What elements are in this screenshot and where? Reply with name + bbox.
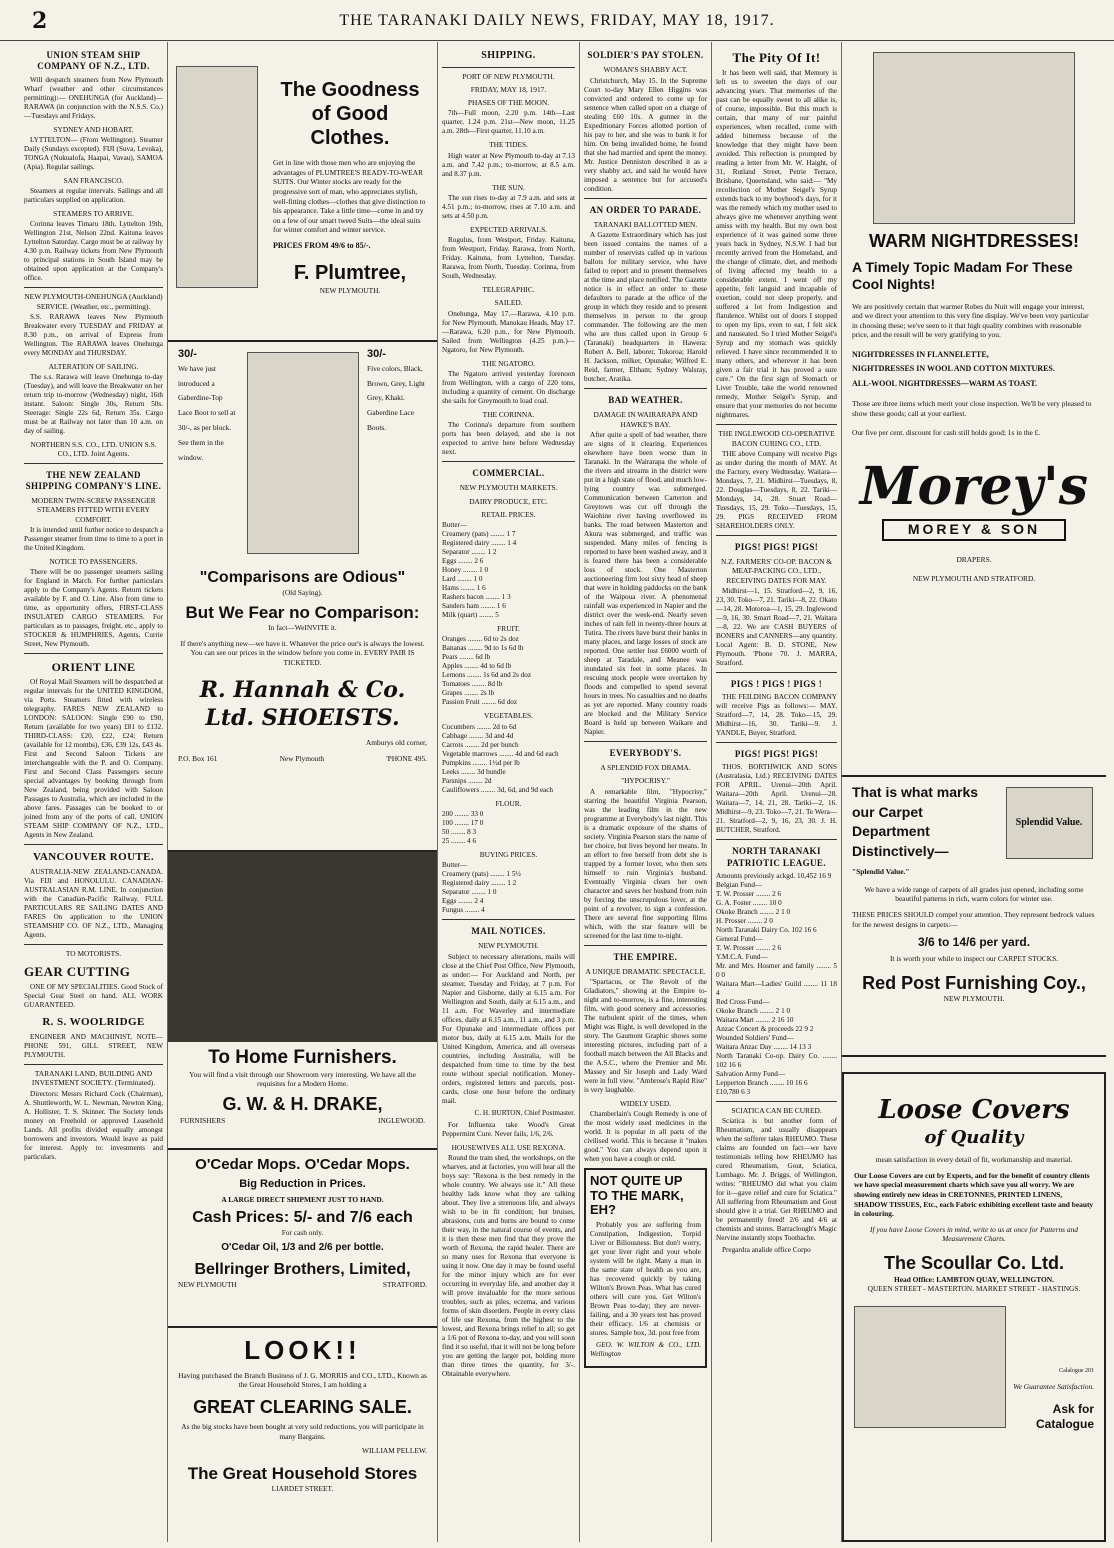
- goodness-prices: PRICES FROM 49/6 to 85/-.: [273, 241, 371, 250]
- gear-title: GEAR CUTTING: [24, 964, 131, 979]
- list-row: North Taranaki Co-op. Dairy Co. ........ 102 16 6: [716, 1051, 837, 1069]
- list-row: Sanders ham ........ 1 6: [442, 602, 506, 610]
- hannah-shoe-ad: [168, 342, 437, 852]
- hypocrisy-heading: "HYPOCRISY.": [621, 776, 670, 786]
- tides-heading: THE TIDES.: [489, 140, 528, 150]
- goodness-title: The Goodness of Good Clothes.: [280, 79, 420, 149]
- bellringer-ocedar-ad: [168, 1150, 437, 1328]
- list-row: Oranges ........ 6d to 2s doz: [442, 635, 519, 644]
- sun-heading: THE SUN.: [492, 182, 525, 192]
- ngatoro-heading: THE NGATORO.: [481, 358, 536, 368]
- flannelette-line: NIGHTDRESSES IN FLANNELETTE,: [852, 350, 989, 359]
- list-row: Parsnips ........ 2d: [442, 776, 492, 785]
- list-row: Vegetable marrows ........ 4d and 6d each: [442, 749, 559, 758]
- list-row: Y.M.C.A. Fund—: [716, 952, 768, 961]
- carpet-rolls-illustration: [1006, 787, 1093, 859]
- list-row: Carrots ........ 2d per bunch: [442, 740, 519, 749]
- list-row: H. Prosser ........ 2 0: [716, 916, 773, 925]
- shipping-heading: SHIPPING.: [481, 50, 536, 61]
- list-row: G. A. Foster ........ 10 0: [716, 898, 782, 907]
- pigs-heading-1: PIGS! PIGS! PIGS!: [734, 541, 819, 552]
- woman-heading: WOMAN'S SHABBY ACT.: [603, 65, 688, 75]
- great-household-stores-ad: [168, 1328, 437, 1542]
- list-row: Wounded Soldiers' Fund—: [716, 1033, 794, 1042]
- list-row: Hams ........ 1 6: [442, 584, 486, 592]
- rexona-text: Round the tram shed, the workshops, on the wharves, and at factories, you will hear all the boys say: "Rexona is the best remedy in the whole country. We always use it." All these healthy lads know what they are talking about. They live a strenuous life, and always wish to be in fit condition; but bruises, abrasions, cuts and burns are bound to come their way, in the natural course of events, and it is then these men find that they prove the worth of Rexona, the rapid healer. There are so many uses for Rexona that everyone is using it now. One day it may be found useful for the minor injury which are for ever occurring in everyday life, and another day it will prove invaluable for the more serious troubles, such as piles, eczema, and various forms of skin disorders. People in every class of life use Rexona, from the highest to the lowest, and Rexona brings relief to all; so get a 1/6 pot of Rexona to-day, and you will soon find it so useful, that it will not be long before you are getting the larger pot, holding more than three times the quantity, for 3/-. Obtainable everywhere.: [442, 1153, 575, 1378]
- hannah-box: P.O. Box 161: [178, 754, 218, 763]
- feilding-text: THE FEILDING BACON COMPANY will receive Pigs as follows:— MAY. Stratford—7, 14, 28. Toko—15, 29. Midhirst—16, 30. Tariki—9. J. YANDLE, Buyer, Stratford.: [716, 693, 837, 737]
- hannah-phone: 'PHONE 495.: [386, 754, 427, 763]
- boot-price-left: 30/-: [178, 348, 197, 360]
- list-row: Waitara Anzac Day ........ 14 13 3: [716, 1042, 812, 1051]
- inglewood-heading: THE INGLEWOOD CO-OPERATIVE BACON CURING CO., LTD.: [718, 429, 835, 448]
- ocedar-oil: O'Cedar Oil, 1/3 and 2/6 per bottle.: [221, 1241, 384, 1253]
- list-row: Salvation Army Fund—: [716, 1069, 786, 1078]
- plumtree-location: NEW PLYMOUTH.: [319, 286, 381, 296]
- balloted-heading: TARANAKI BALLOTTED MEN.: [593, 219, 698, 229]
- list-row: Anzac Concert & proceeds 22 9 2: [716, 1024, 814, 1033]
- sydney-heading: SYDNEY AND HOBART.: [53, 124, 134, 134]
- list-row: North Taranaki Dairy Co. 102 16 6: [716, 925, 817, 934]
- moreys-logo: Morey's: [859, 456, 1089, 518]
- nz-farmers-text: Midhirst—1, 15. Stratford—2, 9, 16, 23, 30. Toko—7, 21. Tariki—8, 22. Okato—14, 28. Motoroa—1, 15, 29. Inglewood—9, 16, 30. Smart Road—7, 21. Waitara—8, 22. We are CASH BUYERS of BONERS and CANNERS—any quantity. Local Agent: B. D. STONE, New Plymouth. 'Phone 70. J. MARRA, Stratford.: [716, 586, 837, 667]
- redpost-name: Red Post Furnishing Coy.,: [862, 972, 1086, 993]
- fox-heading: A SPLENDID FOX DRAMA.: [600, 763, 691, 772]
- list-row: Bananas ........ 9d to 1s 6d lb: [442, 644, 524, 653]
- page-number: 2: [32, 8, 48, 34]
- inglewood-text: THE above Company will receive Pigs as under during the month of MAY. At the Factory, every Wednesday. Waitara—Mondays, 7, 21. Midhirst—Tuesdays, 8, 22. Douglas—Tuesdays, 8, 22. Tariki—Mondays, 14, 28. Stuart Road—Tuesdays, 15, 29. Toko—Tuesdays, 15, 29. PIGS RECEIVED FROM SHAREHOLDERS ONLY.: [716, 449, 837, 530]
- list-row: Honey ........ 1 0: [442, 566, 489, 574]
- drake-furnishers-ad: [168, 852, 437, 1150]
- nz-farmers-heading: N.Z. FARMERS' CO-OP. BACON & MEAT-PACKING CO., LTD., RECEIVING DATES FOR MAY.: [720, 557, 833, 585]
- vancouver-text: AUSTRALIA-NEW ZEALAND-CANADA. Via FIJI and HONOLULU. CANADIAN-AUSTRALASIAN R.M. LINE. In conjunction with the Canadian-Pacific Railway. FULL PARTICULARS RE SAILING DATES AND FARES On application to the UNION STEAMSHIP CO. OF N.Z., LTD., Managing Agents.: [24, 867, 163, 939]
- furnishers-text: You will find a visit through our Showroom very interesting. We have all the requisites for a Modern Home.: [189, 1069, 416, 1089]
- scoullar-head-office: Head Office: LAMBTON QUAY, WELLINGTON.: [893, 1274, 1054, 1284]
- ad-number: Calalogue 201: [1059, 1368, 1094, 1375]
- clearing-text: As the big stocks have been bought at very sold reductions, you will participate in many Bargains.: [181, 1422, 424, 1441]
- list-row: Butter—: [442, 861, 468, 869]
- widely-heading: WIDELY USED.: [619, 1099, 672, 1108]
- divider: [716, 1101, 837, 1102]
- stores-street: LIARDET STREET.: [271, 1484, 334, 1494]
- balloted-text: A Gazette Extraordinary which has just been issued contains the names of a number of reservists called up in various ballots for military service, who have failed to report and to present themselves at the time and place notified. The Gazette notice is in effect an order to these defaulters to parade at the office of the group in which they reside and to present themselves in person to the group commander. The following are the men who are thus called upon in Group 6 (Taranaki) headquarters in Hawera: Robert A. Bell, laborer, Tokoroa; Harold H. Jackson, milker, Opunake; Wilfred E. Reid, farmer, Eltham; Sydney Walsray, butcher, Aratika.: [584, 231, 707, 383]
- telegraphic-heading: TELEGRAPHIC.: [482, 285, 535, 294]
- divider: [716, 839, 837, 840]
- loose-cut-text: Our Loose Covers are cut by Experts, and for the benefit of country clients we have special measurement charts which save you all worry. We are showing entirely new ideas in CRETONNES, PRINTED LINENS, SHADOW TISSUES, Etc., each Fabric exhibiting excellent taste and beauty in colouring.: [854, 1170, 1094, 1219]
- divider: [716, 742, 837, 743]
- list-row: 200 ........ 33 0: [442, 809, 484, 818]
- column-display-ads: [168, 42, 438, 1542]
- weather-heading: BAD WEATHER.: [608, 395, 683, 405]
- cash-prices: Cash Prices: 5/- and 7/6 each: [192, 1209, 413, 1227]
- sanfran-text: Steamers at regular intervals. Sailings and all particulars supplied on application.: [24, 187, 163, 204]
- sciatica-text: Sciatica is but another form of Rheumatism, and usually disappears when the sufferer takes RHEUMO. These claims are founded on fact—we have testimonials telling how RHEUMO has cured Rheumatism, Gout, Sciatica, Lumbago. Mr. J. Briggs, of Wellington, writes: "RHEUMO did what you claim for it—gave relief and cure for Sciatica." All suffering from Rheumatism and Gout should give it a trial. Get RHEUMO and be permanently freed! 2/6 and 4/6 at chemists and stores. Barraclough's Magic Nervine instantly stops Toothache.: [716, 1117, 837, 1242]
- corinna-text: The Corinna's departure from southern ports has been delayed, and she is not expected to arrive here before Wednesday next.: [442, 421, 575, 456]
- furniture-showroom-illustration: [168, 852, 437, 1042]
- divider: [716, 424, 837, 425]
- carpet-text-2: THESE PRICES SHOULD compel your attention. They represent bedrock values for the newest designs in carpets:—: [852, 909, 1095, 929]
- scoullar-name: The Scoullar Co. Ltd.: [883, 1253, 1064, 1273]
- ocedar-reduction: Big Reduction in Prices.: [239, 1177, 366, 1190]
- rexona-heading: HOUSEWIVES ALL USE REXONA.: [451, 1142, 566, 1152]
- drake-town: INGLEWOOD.: [378, 1115, 425, 1125]
- woods-ad: For Influenza take Wood's Great Peppermint Cure. Never fails, 1/6, 2/6.: [442, 1120, 575, 1138]
- notquite-headline: NOT QUITE UP TO THE MARK, EH?: [590, 1173, 684, 1217]
- drake-sub: FURNISHERS: [180, 1115, 226, 1125]
- buying-price-list: [442, 861, 575, 915]
- scoullar-ad: [842, 1072, 1106, 1542]
- list-row: Lemons ........ 1s 6d and 2s doz: [442, 671, 532, 680]
- list-row: Waitara Mart—Ladies' Guild ........ 11 18 4: [716, 979, 837, 997]
- timely-headline: A Timely Topic Madam For These Cool Nights!: [852, 258, 1073, 292]
- patriotic-heading: NORTH TARANAKI PATRIOTIC LEAGUE.: [727, 846, 826, 868]
- sanfran-heading: SAN FRANCISCO.: [63, 175, 124, 185]
- comparisons-headline: "Comparisons are Odious": [199, 569, 406, 586]
- patriotic-fund-list: [716, 872, 837, 1097]
- list-row: Tomatoes ........ 8d lb: [442, 680, 503, 689]
- carpet-worth: It is worth your while to inspect our CARPET STOCKS.: [889, 954, 1059, 964]
- stores-name: The Great Household Stores: [187, 1464, 418, 1484]
- alteration-text: The s.s. Rarawa will leave Onehunga to-day (Tuesday), and will leave the Breakwater on her return trip to-morrow (Wednesday) night, 16th instant. Saloon: Single 30s, Return 50s. Steerage: Single 22s 6d, Return 35s. Cargo must be at Railway not later than 10 a.m. on day of sailing.: [24, 373, 163, 435]
- northern-agents: NORTHERN S.S. CO., LTD. UNION S.S. CO., LTD. Joint Agents.: [30, 440, 157, 459]
- redpost-location: NEW PLYMOUTH.: [943, 994, 1005, 1004]
- corinna-heading: THE CORINNA.: [482, 409, 535, 419]
- nzship-title: THE NEW ZEALAND SHIPPING COMPANY'S LINE.: [25, 469, 162, 491]
- sciatica-footer: Pregardra analide office Corpo: [722, 1246, 811, 1254]
- warm-text: We are positively certain that warmer Robes du Nuit will engage your interest, and we direct your attention to this very fine display. We've been very particular in choosing these; we've seen to it that high quality combines with reasonable price, and the result will be very gratifying to you.: [852, 301, 1089, 340]
- list-row: Pears ........ 6d lb: [442, 653, 491, 662]
- everybody-heading: EVERYBODY'S.: [609, 747, 682, 758]
- list-row: Butter—: [442, 521, 468, 529]
- moreys-ad: [842, 42, 1106, 777]
- list-row: Mr. and Mrs. Hosmer and family ........ 5 0 0: [716, 961, 837, 979]
- pity-heading: The Pity Of It!: [732, 50, 821, 65]
- hannah-town: New Plymouth: [279, 754, 325, 763]
- parade-heading: AN ORDER TO PARADE.: [589, 204, 702, 215]
- retail-price-list: [442, 521, 575, 620]
- widely-text: Chamberlain's Cough Remedy is one of the most widely used medicines in the world. It is popular in all parts of the civilised world. This is because it "makes good." You can always depend upon it when you have a cough or cold.: [584, 1110, 707, 1164]
- splendid-quote: "Splendid Value.": [852, 867, 910, 876]
- old-saying: (Old Saying).: [282, 588, 323, 597]
- divider: [24, 1064, 163, 1065]
- discount-text: Our five per cent. discount for cash still holds good; 1s in the £.: [852, 428, 1041, 438]
- buying-heading: BUYING PRICES.: [479, 849, 538, 859]
- allwool-line: ALL-WOOL NIGHTDRESSES—WARM AS TOAST.: [852, 378, 1037, 388]
- fruit-heading: FRUIT.: [497, 624, 520, 633]
- list-row: Waitara Mart ........ 2 16 10: [716, 1015, 794, 1024]
- list-row: Pumpkins ........ 1½d per lb: [442, 758, 520, 767]
- burton-signature: C. H. BURTON, Chief Postmaster.: [474, 1108, 575, 1117]
- list-row: Eggs ........ 2 4: [442, 897, 484, 905]
- newspaper-columns: [20, 42, 1106, 1542]
- ocedar-headline: O'Cedar Mops. O'Cedar Mops.: [195, 1156, 410, 1173]
- union-text: Will despatch steamers from New Plymouth Wharf (weather and other circumstances permitting):— ONEHUNGA (for Auckland)— RARAWA (in conjunction with the N.S.S. Co.)—Tuesdays and Fridays.: [24, 75, 163, 120]
- divider: [24, 287, 163, 288]
- arrive-heading: STEAMERS TO ARRIVE.: [53, 209, 134, 218]
- mail-heading: MAIL NOTICES.: [471, 926, 546, 936]
- dairy-heading: DAIRY PRODUCE, ETC.: [469, 496, 548, 506]
- list-row: Okoke Branch ........ 2 1 0: [716, 1006, 791, 1015]
- plumtree-name: F. Plumtree,: [293, 262, 407, 285]
- list-row: Okoke Branch ........ 2 1 0: [716, 907, 791, 916]
- list-row: Lepperton Branch ........ 10 16 6: [716, 1078, 808, 1087]
- wilton-name: GEO. W. WILTON & CO., LTD. Wellington: [590, 1341, 701, 1359]
- spectacle-text: "Spartacus, or The Revolt of the Gladiators," showing at the Empire to-night and to-morrow, is a fine, interesting film, with good scenery and accessories. The turbulent spirit of the times, when Might was Right, is well developed in the story. The Gaumont Graphic shows some interesting pictures, including part of a football match between the All Blacks and the A.S.C., where the Premier and Mr. Massey and Sir Joseph and Lady Ward were in full view. "Ambrose's Rapid Rise" is very laughable.: [584, 978, 707, 1094]
- list-row: Leeks ........ 3d bundle: [442, 767, 506, 776]
- pity-text: It has been well said, that Memory is left us to sweeten the days of our advancing years. That memories of the past can be equally sweet to all alike is, of course, impossible. But this much is certain, that many of our painful experiences, when recalled, come with added bitterness because of the knowledge that they might have been avoided. This reflection is prompted by reading a letter from Mr. W. Haight, of 31, Rutland Street, Petrie Terrace, Brisbane, Queensland, who said:— "My recollection of Mother Seigel's Syrup extends back to my boyhood's days, for it was the remedy which my mother used to always give me whenever anything went amiss with my health. But my own best experience of it was gained some three years back in Sydney, N.S.W. I had but recently arrived from the Homeland, and the change of climate, diet, and methods of living affected my health to a considerable extent. I went off my appetite, felt languid and incapable of exertion, could not sleep properly, and suffered a lot from Indigestion and flatulence. Whilst out of doors I stopped to open my lips, even to eat, I felt sick and nauseated. So I tried Mother Seigel's Syrup and my stomach was quickly relieved. I have since recommended it to many others, and wherever it has been given a fair trial it has proved a sure cure." On the first sign of Stomach or Liver Trouble, take the world renowned remedy, Mother Seigel's Syrup, and ensure that your memories do not become nightmares.: [716, 69, 837, 420]
- alteration-heading: ALTERATION OF SAILING.: [48, 361, 139, 371]
- date-line: FRIDAY, MAY 18, 1917.: [470, 84, 547, 94]
- port-heading: PORT OF NEW PLYMOUTH.: [462, 71, 555, 81]
- list-row: Lard ........ 1 0: [442, 575, 483, 583]
- look-headline: LOOK!!: [244, 1335, 361, 1365]
- list-row: Creamery (pats) ........ 1 5½: [442, 870, 521, 878]
- armchair-illustration: [854, 1306, 1006, 1428]
- expected-heading: EXPECTED ARRIVALS.: [469, 224, 548, 234]
- commercial-heading: COMMERCIAL.: [472, 468, 545, 478]
- list-row: Creamery (pats) ........ 1 7: [442, 530, 516, 538]
- women-illustration: [873, 52, 1075, 224]
- list-row: Eggs ........ 2 6: [442, 557, 484, 565]
- taranaki-society-heading: TARANAKI LAND, BUILDING AND INVESTMENT SOCIETY. (Terminated).: [31, 1069, 156, 1088]
- carpet-price: 3/6 to 14/6 per yard.: [917, 935, 1031, 950]
- column-shipping-notices: [20, 42, 168, 1542]
- lace-boot-illustration: [247, 352, 359, 554]
- onehunga-text: S.S. RARAWA leaves New Plymouth Breakwater every TUESDAY and FRIDAY at 8.30 p.m., on arrival of Express from Wellington. The RARAWA leaves Onehunga every MONDAY and THURSDAY.: [24, 312, 163, 357]
- onehunga-heading: NEW PLYMOUTH-ONEHUNGA (Auckland) SERVICE. (Weather, etc., permitting).: [24, 292, 163, 311]
- list-row: 50 ........ 8 3: [442, 827, 477, 836]
- mail-text: Subject to necessary alterations, mails will close at the Chief Post Office, New Plymouth, as under:— For Auckland and North, per steamer, Tuesday and Friday, at 7 p.m. For Napier and Gisborne, daily at 6.15 a.m. For Wellington and South, daily at 6.15 a.m., and 11 a.m. For Waverley and intermediate offices, daily at 6.15 a.m., 11 a.m., and 3 p.m. For Opunake and intermediate offices per motor bus, daily at 6.15 a.m. Mails for the United Kingdom, America, and all overseas countries, including Australia, will be despatched from time to time by the best route without special notification. Money-orders, registered letters and parcels, post-cards, close one hour before the ordinary mail.: [442, 952, 576, 1105]
- soldier-heading: SOLDIER'S PAY STOLEN.: [587, 50, 704, 60]
- loose-headline: Loose Covers: [878, 1095, 1070, 1125]
- divider: [24, 463, 163, 464]
- borthwick-text: THOS. BORTHWICK AND SONS (Australasia, Ltd.) RECEIVING DATES FOR APRIL. Urenui—20th April. Waitara—20th April. Urenui—28. Waitara—7, 14, 21, 28. Tariki—2, 16. Midhirst—9, 23. Toko—7, 21. Te Wera—21. Stratford—2, 9, 16, 23, 30. J. H. BUTCHER, Stratford.: [716, 763, 837, 835]
- woman-text: Christchurch, May 15. In the Supreme Court to-day Mary Ellen Higgins was convicted and ordered to come up for sentence when called upon on a charge of stealing £60 10s. A gunner in the Expeditionary Forces allotted portion of his pay to her, and she was to bank it for him. On being invalided home, he found that she had married and spent the money. Mr. Justice Denniston described it as a very shabby act, and said he would have imposed a sentence but for accused's condition.: [584, 76, 707, 193]
- list-row: General Fund—: [716, 934, 763, 943]
- three-items-text: Those are three items which merit your close inspection. We'll be very pleased to show these goods; call at your earliest.: [852, 399, 1092, 418]
- red-post-ad: [842, 777, 1106, 1057]
- divider: [442, 461, 575, 462]
- vegetable-price-list: [442, 723, 575, 795]
- column-notices: [712, 42, 842, 1542]
- list-row: Cauliflowers ........ 3d, 6d, and 9d each: [442, 785, 553, 794]
- damage-text: After quite a spell of bad weather, there are signs of it clearing. Experiences elsewhere have been worse than in Taranaki. In the Wairarapa the whole of the rivers and streams in the district were put in a high state of flood, and much low-lying country was submerged. Communication between Carterton and Greytown was cut off through the Waiohine river having overflowed its banks. The road between Masterton and Akura was submerged, and traffic was suspended. Many miles of fencing is reported to have been washed away, and it is feared there has been a considerable loss of stock. One Masterton auctioneering firm lost sixty head of sheep that were in holding paddocks on the bank of the Waipoua river. A phenomenal rainfall was experienced in Napier and the district over the week-end. Nearly seven inches of rain fell in twenty-three hours at Tutira. The rivers have burst their banks in many places, and large losses of stock are reported. One settler lost £6000 worth of sheep at Taradale, and Meanee was inundated six feet in some places. In rescuing stock people were overtaken by floods and compelled to spend several hours in trees. No casualties and no deaths as yet are reported. Many country roads are blocked and the Military Service Board is held up between Waikare and Napier.: [584, 430, 707, 736]
- boot-text-left: We have just introduced a Gaberdine-Top Lace Boot to sell at 30/-, as per block. See them in the window.: [178, 363, 236, 462]
- hannah-corner: Amburys old corner,: [365, 738, 427, 748]
- sailed-text: Onehunga, May 17.—Rarawa, 4.10 p.m. for New Plymouth. Manukau Heads, May 17.—Rarawa, 6.20 p.m., for New Plymouth. Sailed from Wellington (4.25 p.m.)—Ngatoro, for New Plymouth.: [442, 309, 575, 354]
- motorists-heading: TO MOTORISTS.: [65, 948, 122, 958]
- fruit-price-list: [442, 635, 575, 707]
- column-news: [580, 42, 712, 1542]
- man-in-suit-illustration: [176, 66, 258, 288]
- divider: [716, 535, 837, 536]
- notquite-text: Probably you are suffering from Constipation, Indigestion, Torpid Liver or Biliousness. But don't worry, get your liver right and your whole system will be right. Many a man in the same state of health as you are, has recovered quickly by taking Wilton's Brown Peas. What has cured others will cure you. Get Wilton's Brown Peas to-day; they are never-failing, and a 30 years test has proved their efficacy. 1/6 at chemists or stores. Sample box, 3d. post free from: [590, 1221, 701, 1338]
- vancouver-title: VANCOUVER ROUTE.: [32, 851, 155, 863]
- fear-headline: But We Fear no Comparison:: [185, 602, 420, 622]
- wilton-ad: [584, 1168, 707, 1368]
- quality-headline: of Quality: [924, 1126, 1024, 1148]
- ngatoro-text: The Ngatoro arrived yesterday forenoon from Wellington, with a cargo of 220 tons, including a quantity of cement. On discharge she sails for Greymouth to load coal.: [442, 369, 575, 405]
- taranaki-society-text: Directors: Messrs Richard Cock (Chairman), A. Shuttleworth, W. L. Newman, Newton King, A. Hollister, T. S. Skinner. The Society lends money on Freehold or approved Leasehold Lands. All profits divided equally amongst borrowers and investors. Would leave as paid for interest. Apply to: investments and particulars.: [24, 1089, 163, 1161]
- notice-heading: NOTICE TO PASSENGERS.: [49, 556, 138, 566]
- sailed-heading: SAILED.: [494, 298, 523, 308]
- arrive-text: Corinna leaves Timaru 18th, Lyttelton 19th, Wellington 21st, Nelson 22nd. Kaituna leaves Lyttelton Saturday. Cargo must be at railway by 4.30 p.m. Railway tickets from New Plymouth to principal stations in South Island may be obtained upon application at the Company's office.: [24, 220, 163, 283]
- woolridge-name: R. S. WOOLRIDGE: [42, 1016, 145, 1029]
- pigs-heading-2: PIGS ! PIGS ! PIGS !: [730, 678, 823, 689]
- loose-text: mean satisfaction in every detail of fit, workmanship and material.: [875, 1155, 1073, 1164]
- pellew-name: WILLIAM PELLEW.: [362, 1445, 427, 1455]
- bellringer-name: Bellringer Brothers, Limited,: [194, 1261, 411, 1279]
- list-row: Separator ........ 1 0: [442, 888, 497, 896]
- nzship-sub: MODERN TWIN-SCREW PASSENGER STEAMERS FITTED WITH EVERY COMFORT.: [31, 496, 156, 524]
- warm-headline: WARM NIGHTDRESSES!: [868, 231, 1079, 251]
- flour-price-list: [442, 810, 575, 846]
- list-row: 25 ........ 4 6: [442, 836, 477, 845]
- flour-heading: FLOUR.: [495, 798, 522, 808]
- list-row: Milk (quart) ........ 5: [442, 611, 499, 619]
- divider: [716, 672, 837, 673]
- list-row: Separator ........ 1 2: [442, 548, 497, 556]
- clearing-sale: GREAT CLEARING SALE.: [193, 1396, 412, 1417]
- expected-text: Rogulus, from Westport, Friday. Kaituna, from Westport, Friday. Rarawa, from North, Friday. Kaituna, from Lyttelton, Tuesday. Rarawa, from North, Tuesday. Corinna, from South, Wednesday.: [442, 236, 575, 280]
- splendid-value-stamp: Splendid Value.: [1015, 816, 1083, 828]
- drapers-location: NEW PLYMOUTH AND STRATFORD.: [912, 574, 1036, 584]
- tides-text: High water at New Plymouth to-day at 7.13 a.m. and 7.42 p.m.; to-morrow, at 8.5 a.m. and 8.37 p.m.: [442, 151, 575, 178]
- fear-text: If there's anything new—we have it. Whatever the price our's is always the lowest. You can see our prices in the window before you come in. EVERY PAIR IS TICKETED.: [180, 638, 425, 667]
- boot-text-right: Five colors, Black, Brown, Grey, Light Grey, Khaki. Gaberdine Lace Boots.: [367, 363, 425, 432]
- divider: [584, 388, 707, 389]
- list-row: Cabbage ........ 3d and 4d: [442, 731, 514, 740]
- fox-text: A remarkable film, "Hypocrisy," starring the beautiful Virginia Pearson, was the leading film in the new programme at Everybody's last night. This is a dramatic exposure of the shams of society. Virginia Pearson stars the name of her choice, but lives beyond her means. In an effort to free herself from debt she is trapped by a former lover, who then sets himself to ruin Virginia's husband. Eventually Virginia clears her own character and saves her husband from ruin by forcing the unscrupulous lover, at the point of a revolver, to sign a confession. There are several fine supporting films which, with the star feature will be screened for the last time to-night.: [584, 787, 707, 940]
- ocedar-shipment: A LARGE DIRECT SHIPMENT JUST TO HAND.: [221, 1194, 384, 1204]
- loose-write-text: If you have Loose Covers in mind, write to us at once for Patterns and Measurement Charts.: [870, 1224, 1078, 1244]
- page-header: [0, 0, 1114, 41]
- notice-text: There will be no passenger steamers sailing for England in March. For further particulars apply to the Company's Agents. Return tickets available by F. and O. Line. Also from time to time, as opportunity offers, FIRST-CLASS INSULATED CARGO STEAMERS. For particulars as to passages, freight, etc., apply to STOCKER & HUMPHRIES, Agents, Currie Street, New Plymouth.: [24, 568, 163, 648]
- sun-text: The sun rises to-day at 7.9 a.m. and sets at 4.51 p.m.; to-morrow, rises at 7.10 a.m. and sets at 4.50 p.m.: [442, 193, 575, 220]
- look-text: Having purchased the Branch Business of J. G. MORRIS and CO., LTD., Known as the Great Household Stores, I am holding a: [178, 1370, 427, 1390]
- list-row: Amounts previously ackgd. 10,452 16 9: [716, 871, 832, 880]
- divider: [24, 944, 163, 945]
- divider: [24, 653, 163, 654]
- woolridge-text: ENGINEER AND MACHINIST, NOTE—PHONE 591, GILL STREET, NEW PLYMOUTH.: [24, 1033, 163, 1059]
- list-row: Registered dairy ........ 1 4: [442, 539, 517, 547]
- nzship-text: It is intended until further notice to despatch a Passenger steamer from time to time to a port in the United Kingdom.: [24, 525, 163, 552]
- masthead: THE TARANAKI DAILY NEWS, FRIDAY, MAY 18, 1917.: [339, 12, 775, 29]
- gear-text: ONE OF MY SPECIALITIES. Good Stock of Special Gear Steel on hand. ALL WORK GUARANTEED.: [24, 983, 163, 1010]
- moon-text: 7th—Full moon, 2.20 p.m. 14th—Last quarter, 1.24 p.m. 21st—New moon, 11.25 a.m. 28th—First quarter, 11.10 a.m.: [442, 109, 575, 136]
- boot-price-right: 30/-: [367, 348, 386, 360]
- divider: [584, 198, 707, 199]
- fear-sub: In fact—WeINVITE it.: [268, 622, 337, 632]
- drake-name: G. W. & H. DRAKE,: [222, 1094, 383, 1114]
- divider: [584, 741, 707, 742]
- goodness-text: Get in line with those men who are enjoying the advantages of PLUMTREE'S READY-TO-WEAR SUITS. Our Winter stocks are ready for the progressive sort of man, who appreciates stylish, well-fitting clothes—clothes that give distinction to his appearance. Take a little time—come in and try on a few of our smart tweed Suits—the ideal suits for winter comfort and winter service.: [273, 158, 426, 235]
- list-row: Cucumbers ........ 2d to 6d: [442, 722, 517, 731]
- damage-heading: DAMAGE IN WAIRARAPA AND HAWKE'S BAY.: [593, 410, 698, 429]
- carpet-headline: That is what marks our Carpet Department Distinctively—: [852, 784, 979, 859]
- list-row: Belgian Fund—: [716, 880, 763, 889]
- column-shipping-commercial: [438, 42, 580, 1542]
- list-row: Apples ........ 4d to 6d lb: [442, 662, 512, 671]
- list-row: 100 ........ 17 0: [442, 818, 484, 827]
- column-drapery-ads: [842, 42, 1106, 1542]
- orient-title: ORIENT LINE: [51, 660, 136, 674]
- spectacle-heading: A UNIQUE DRAMATIC SPECTACLE.: [585, 966, 706, 976]
- divider: [442, 67, 575, 68]
- list-row: Grapes ........ 2s lb: [442, 689, 495, 698]
- list-row: Fungus ........ 4: [442, 906, 485, 914]
- mail-location: NEW PLYMOUTH.: [478, 941, 539, 951]
- guarantee-text: We Guarantee Satisfaction.: [1013, 1382, 1094, 1392]
- carpet-text: We have a wide range of carpets of all grades just opened, including some beautiful patterns in rich, warm colors for winter use.: [864, 884, 1084, 904]
- list-row: T. W. Prosser ........ 2 6: [716, 889, 782, 898]
- list-row: Rashers bacon ........ 1 3: [442, 593, 511, 601]
- drapers: DRAPERS.: [956, 554, 992, 564]
- morey-son-banner: MOREY & SON: [882, 519, 1066, 541]
- vegetables-heading: VEGETABLES.: [484, 711, 533, 721]
- wool-line: NIGHTDRESSES IN WOOL AND COTTON MIXTURES.: [852, 364, 1055, 374]
- pigs-heading-3: PIGS! PIGS! PIGS!: [734, 749, 819, 759]
- plumtree-ad: [168, 42, 437, 342]
- list-row: £10,780 6 3: [716, 1087, 751, 1096]
- markets-heading: NEW PLYMOUTH MARKETS.: [459, 483, 558, 493]
- list-row: Red Cross Fund—: [716, 997, 770, 1006]
- list-row: Registered dairy ........ 1 2: [442, 879, 517, 887]
- divider: [24, 844, 163, 845]
- sciatica-heading: SCIATICA CAN BE CURED.: [731, 1105, 822, 1115]
- empire-heading: THE EMPIRE.: [613, 951, 678, 962]
- union-title: UNION STEAM SHIP COMPANY OF N.Z., LTD.: [37, 50, 150, 72]
- list-row: Passion Fruit ........ 6d doz: [442, 698, 518, 707]
- bellringer-left: NEW PLYMOUTH: [178, 1280, 237, 1290]
- divider: [442, 919, 575, 920]
- furnishers-headline: To Home Furnishers.: [208, 1047, 397, 1068]
- cash-only: For cash only.: [281, 1228, 324, 1238]
- divider: [584, 945, 707, 946]
- orient-text: Of Royal Mail Steamers will be despatched at regular intervals for the UNITED KINGDOM, via Ports. Steamers fitted with wireless telegraphy. FARES NEW ZEALAND to LONDON: SALOON: Single £90 to £90, Return (available for two years) £81 to £132. THIRD-CLASS: £20, £22, £24; Return (available for 12 months), £36, £39 12s, £43 4s. First and Second Saloon Tickets are interchangeable with the P. and O. Company. First and Second Class Passengers secure special advantages by booking through from New Zealand, being provided with Saloon Passages to Australia, which are included in the above fares. Passages can be booked to or joined from any of the ports of call. UNION STEAM SHIP COMPANY OF N.Z., LTD., Agents in New Zealand.: [24, 678, 163, 839]
- scoullar-branches: QUEEN STREET - MASTERTON. MARKET STREET - HASTINGS.: [867, 1284, 1081, 1294]
- retail-heading: RETAIL PRICES.: [481, 509, 536, 519]
- list-row: T. W. Prosser ........ 2 6: [716, 943, 782, 952]
- catalogue-link: Ask for Catalogue: [1035, 1401, 1094, 1431]
- hannah-logo-text: R. Hannah & Co. Ltd. SHOEISTS.: [199, 677, 406, 731]
- lyttelton-text: LYTTELTON— (From Wellington). Steamer Daily (Sundays excepted). FIJI (Suva, Levuka), TONGA (Nukualofa, Haapai, Vavau), SAMOA (Apia). Regular sailings.: [24, 135, 163, 171]
- moon-heading: PHASES OF THE MOON.: [467, 98, 550, 107]
- bellringer-right: STRATFORD.: [382, 1280, 427, 1290]
